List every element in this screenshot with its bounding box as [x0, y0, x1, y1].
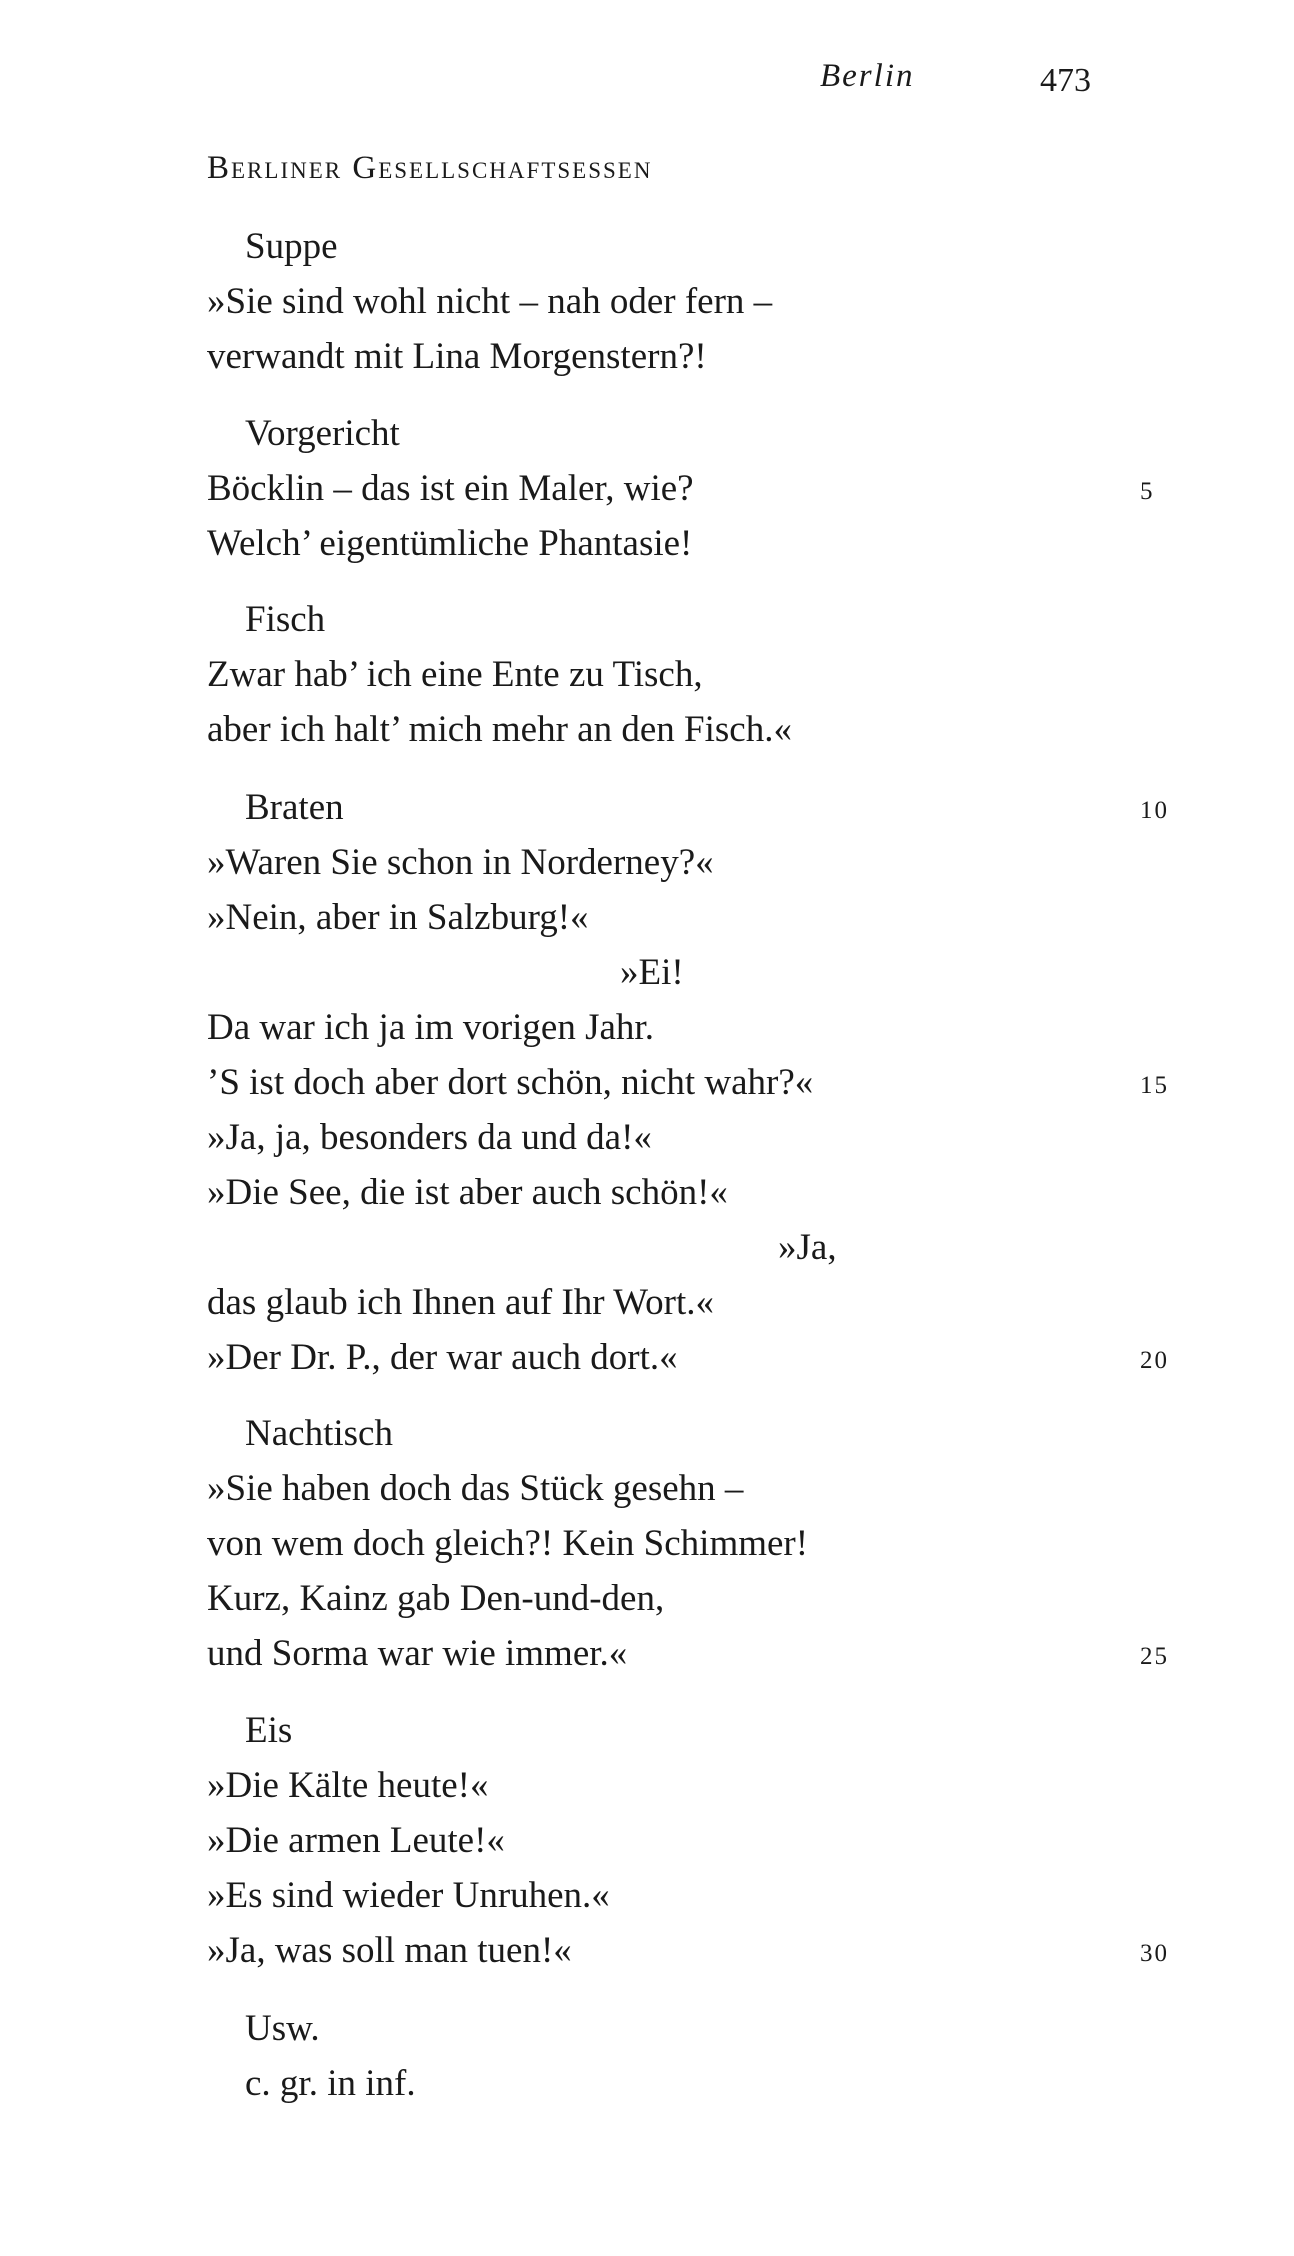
verse-line: »Der Dr. P., der war auch dort.« — [207, 1337, 678, 1378]
verse-line: »Ja, was soll man tuen!« — [207, 1930, 572, 1971]
poem-title: Berliner Gesellschaftsessen — [207, 150, 653, 186]
verse-line: »Es sind wieder Unruhen.« — [207, 1875, 610, 1916]
page-number: 473 — [1040, 62, 1091, 99]
line-number: 15 — [1140, 1072, 1169, 1099]
course-heading: Suppe — [245, 226, 338, 267]
verse-line: »Die Kälte heute!« — [207, 1765, 489, 1806]
verse-line: ’S ist doch aber dort schön, nicht wahr?« — [207, 1062, 814, 1103]
course-heading: Fisch — [245, 599, 326, 640]
verse-line: »Sie sind wohl nicht – nah oder fern – — [207, 281, 773, 322]
verse-line: Welch’ eigentümliche Phantasie! — [207, 523, 693, 564]
verse-line: Da war ich ja im vorigen Jahr. — [207, 1007, 654, 1048]
line-number: 30 — [1140, 1940, 1169, 1967]
verse-line: »Sie haben doch das Stück gesehn – — [207, 1468, 744, 1509]
verse-line: »Die armen Leute!« — [207, 1820, 505, 1861]
line-number: 5 — [1140, 478, 1155, 505]
verse-line: aber ich halt’ mich mehr an den Fisch.« — [207, 709, 792, 750]
verse-line: »Ja, — [778, 1227, 837, 1268]
verse-line: von wem doch gleich?! Kein Schimmer! — [207, 1523, 809, 1564]
verse-line: das glaub ich Ihnen auf Ihr Wort.« — [207, 1282, 714, 1323]
closing-line: Usw. — [245, 2008, 320, 2049]
line-number: 20 — [1140, 1347, 1169, 1374]
verse-line: Zwar hab’ ich eine Ente zu Tisch, — [207, 654, 703, 695]
verse-line: Böcklin – das ist ein Maler, wie? — [207, 468, 694, 509]
verse-line: Kurz, Kainz gab Den-und-den, — [207, 1578, 665, 1619]
line-number: 10 — [1140, 797, 1169, 824]
course-heading: Nachtisch — [245, 1413, 393, 1454]
course-heading: Vorgericht — [245, 413, 400, 454]
line-number: 25 — [1140, 1643, 1169, 1670]
verse-line: »Ja, ja, besonders da und da!« — [207, 1117, 652, 1158]
verse-line: »Nein, aber in Salzburg!« — [207, 897, 589, 938]
verse-line: »Ei! — [620, 952, 684, 993]
course-heading: Eis — [245, 1710, 293, 1751]
verse-line: »Die See, die ist aber auch schön!« — [207, 1172, 728, 1213]
running-head: Berlin — [820, 58, 915, 94]
verse-line: verwandt mit Lina Morgenstern?! — [207, 336, 707, 377]
verse-line: und Sorma war wie immer.« — [207, 1633, 628, 1674]
verse-line: »Waren Sie schon in Norderney?« — [207, 842, 714, 883]
closing-line: c. gr. in inf. — [245, 2063, 416, 2104]
course-heading: Braten — [245, 787, 344, 828]
